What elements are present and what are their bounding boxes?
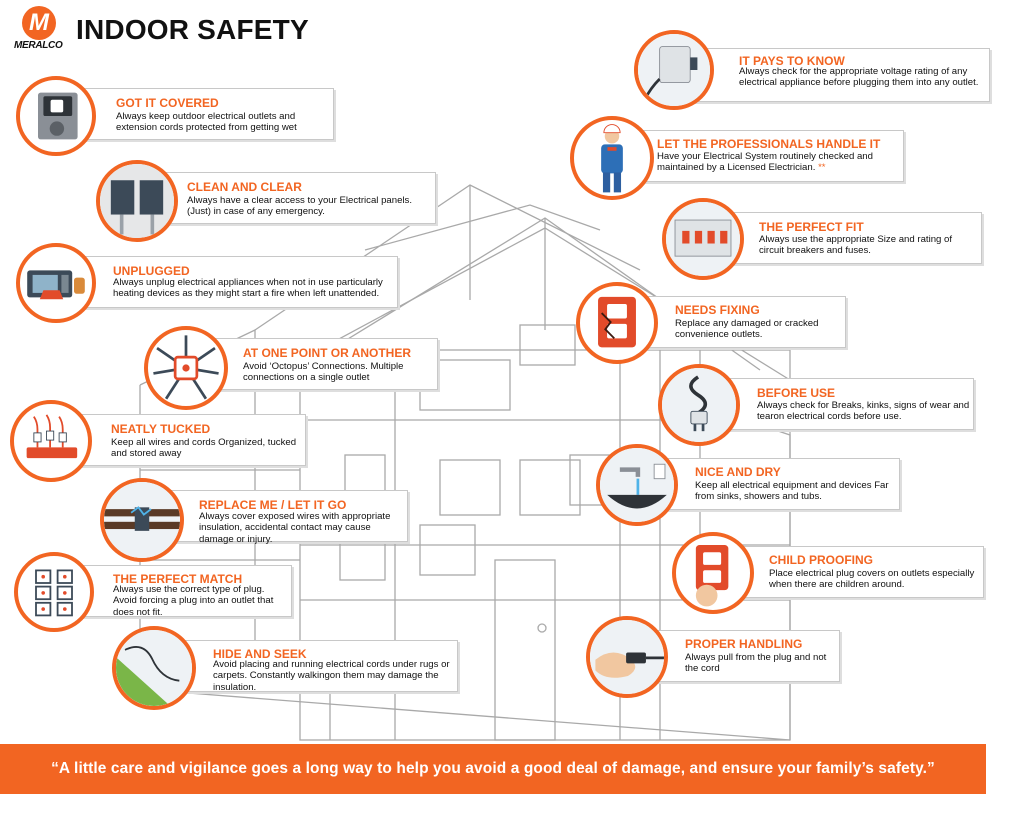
tip-text: Always check for Breaks, kinks, signs of wear and tearon electrical cords before use.	[757, 400, 970, 423]
meralco-logo	[14, 6, 74, 56]
tip-title: LET THE PROFESSIONALS HANDLE IT	[657, 137, 881, 151]
tip-text: Always use the appropriate Size and rating of circuit breakers and fuses.	[759, 234, 953, 257]
tip-text: Place electrical plug covers on outlets especially when there are children around.	[769, 568, 975, 591]
tucked-cords-icon	[10, 400, 92, 482]
tip-text: Always use the correct type of plug. Avoid forcing a plug into an outlet that does not fit.	[113, 584, 274, 618]
tip-text: Always pull from the plug and not the cord	[685, 652, 827, 675]
meralco-logo-text: MERALCO	[14, 40, 63, 51]
tip-card-perfect-fit	[710, 212, 982, 264]
exposed-wire-icon	[100, 478, 184, 562]
electrical-panel-icon	[96, 160, 178, 242]
tip-title: CLEAN AND CLEAR	[187, 180, 302, 194]
cord-plug-icon	[658, 364, 740, 446]
tip-title: CHILD PROOFING	[769, 553, 873, 567]
tip-text: Avoid placing and running electrical cords under rugs or carpets. Constantly walkingon them may damage the insulation.	[213, 659, 450, 693]
tip-text	[657, 151, 901, 174]
circuit-breaker-icon	[662, 198, 744, 280]
cord-under-rug-icon	[112, 626, 196, 710]
tip-text: Always keep outdoor electrical outlets and extension cords protected from getting wet	[116, 111, 297, 134]
tip-title: NICE AND DRY	[695, 465, 781, 479]
octopus-outlet-icon	[144, 326, 228, 410]
safety-quote: “A little care and vigilance goes a long way to help you avoid a good deal of damage, and ensure your family’s safety.”	[51, 760, 935, 777]
tip-card-professionals	[610, 130, 904, 182]
tip-card-perfect-match	[60, 565, 292, 617]
child-outlet-icon	[672, 532, 754, 614]
tip-title: NEATLY TUCKED	[111, 422, 211, 436]
tip-text-body: Have your Electrical System routinely checked and maintained by a Licensed Electrician.	[657, 151, 873, 174]
tip-title: NEEDS FIXING	[675, 303, 760, 317]
voltage-adapter-icon	[634, 30, 714, 110]
tip-text: Keep all electrical equipment and devices Far from sinks, showers and tubs.	[695, 480, 889, 503]
tip-card-it-pays-to-know	[688, 48, 990, 102]
tip-title: THE PERFECT MATCH	[113, 572, 243, 586]
tip-title: IT PAYS TO KNOW	[739, 54, 845, 68]
tip-card-got-it-covered	[70, 88, 334, 140]
tip-text: Avoid ‘Octopus’ Connections. Multiple connections on a single outlet	[243, 361, 404, 384]
damaged-outlet-icon	[576, 282, 658, 364]
tip-text: Always have a clear access to your Electrical panels. (Just) in case of any emergency.	[187, 195, 413, 218]
covered-outlet-icon	[16, 76, 96, 156]
quote-banner	[0, 744, 986, 794]
appliances-icon	[16, 243, 96, 323]
meralco-logo-mark: M	[22, 6, 56, 40]
tip-card-replace-me	[150, 490, 408, 545]
tip-card-child-proofing	[720, 546, 984, 598]
tip-text: Keep all wires and cords Organized, tucked and stored away	[111, 437, 297, 460]
tip-title: BEFORE USE	[757, 386, 836, 400]
tip-text: Replace any damaged or cracked convenience outlets.	[675, 318, 819, 341]
electrician-icon	[570, 116, 654, 200]
tip-title: AT ONE POINT OR ANOTHER	[243, 346, 411, 360]
tip-card-hide-and-seek	[168, 640, 458, 692]
tip-card-before-use	[708, 378, 974, 430]
tip-card-unplugged	[70, 256, 398, 308]
tip-title: GOT IT COVERED	[116, 96, 219, 110]
tip-title: REPLACE ME / LET IT GO	[199, 498, 347, 512]
tip-card-nice-and-dry	[644, 458, 900, 510]
tip-title: THE PERFECT FIT	[759, 220, 864, 234]
tip-title: UNPLUGGED	[113, 264, 190, 278]
sink-faucet-icon	[596, 444, 678, 526]
tip-card-neatly-tucked	[60, 414, 306, 466]
tip-title: HIDE AND SEEK	[213, 647, 307, 661]
tip-title: PROPER HANDLING	[685, 637, 803, 651]
page-title: INDOOR SAFETY	[76, 14, 309, 45]
pull-plug-icon	[586, 616, 668, 698]
tip-text: Always check for the appropriate voltage rating of any electrical appliance before plugging them into any outlet.	[739, 66, 979, 89]
tip-text: Always unplug electrical appliances when not in use particularly heating devices as they might start a fire when left unattended.	[113, 277, 383, 300]
tip-text: Always cover exposed wires with appropriate insulation, accidental contact may cause damage or injury.	[199, 511, 391, 545]
outlet-types-icon	[14, 552, 94, 632]
tip-star: **	[818, 162, 826, 174]
tip-card-clean-and-clear	[150, 172, 436, 224]
